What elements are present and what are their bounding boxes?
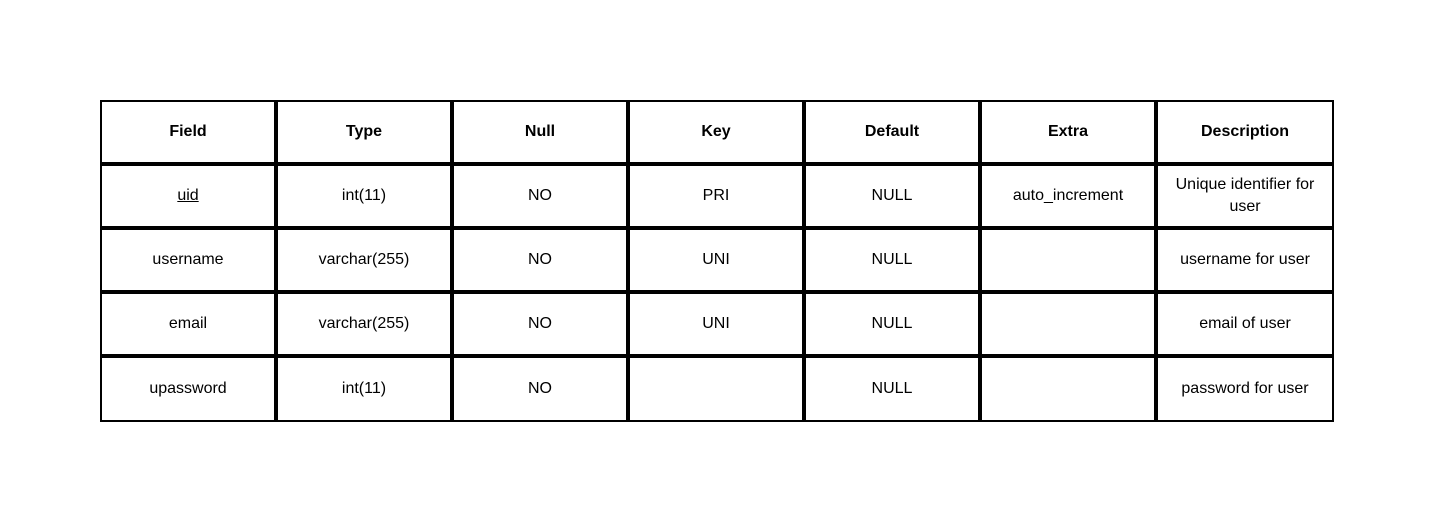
cell-null: NO — [454, 294, 630, 358]
table-row — [102, 358, 1334, 422]
cell-extra — [982, 230, 1158, 294]
cell-key: UNI — [630, 294, 806, 358]
cell-extra: auto_increment — [982, 166, 1158, 230]
cell-description: email of user — [1158, 294, 1334, 358]
header-type: Type — [278, 102, 454, 166]
cell-field: upassword — [102, 358, 278, 422]
cell-type: int(11) — [278, 358, 454, 422]
cell-key: PRI — [630, 166, 806, 230]
cell-type: varchar(255) — [278, 230, 454, 294]
header-field: Field — [102, 102, 278, 166]
header-description: Description — [1158, 102, 1334, 166]
cell-field: email — [102, 294, 278, 358]
cell-key — [630, 358, 806, 422]
cell-default: NULL — [806, 294, 982, 358]
cell-null: NO — [454, 358, 630, 422]
cell-type: int(11) — [278, 166, 454, 230]
cell-type: varchar(255) — [278, 294, 454, 358]
header-null: Null — [454, 102, 630, 166]
cell-default: NULL — [806, 358, 982, 422]
cell-description: password for user — [1158, 358, 1334, 422]
cell-field — [102, 166, 278, 230]
table-row — [102, 166, 1334, 230]
cell-field: username — [102, 230, 278, 294]
cell-null: NO — [454, 166, 630, 230]
cell-description: username for user — [1158, 230, 1334, 294]
cell-description: Unique identifier for user — [1158, 166, 1334, 230]
header-key: Key — [630, 102, 806, 166]
schema-table — [100, 100, 1334, 422]
header-extra: Extra — [982, 102, 1158, 166]
cell-default: NULL — [806, 230, 982, 294]
cell-extra — [982, 358, 1158, 422]
header-row — [102, 102, 1334, 166]
header-default: Default — [806, 102, 982, 166]
cell-key: UNI — [630, 230, 806, 294]
cell-default: NULL — [806, 166, 982, 230]
table-row — [102, 230, 1334, 294]
primary-key-field: uid — [177, 187, 199, 204]
table-row — [102, 294, 1334, 358]
cell-null: NO — [454, 230, 630, 294]
cell-extra — [982, 294, 1158, 358]
